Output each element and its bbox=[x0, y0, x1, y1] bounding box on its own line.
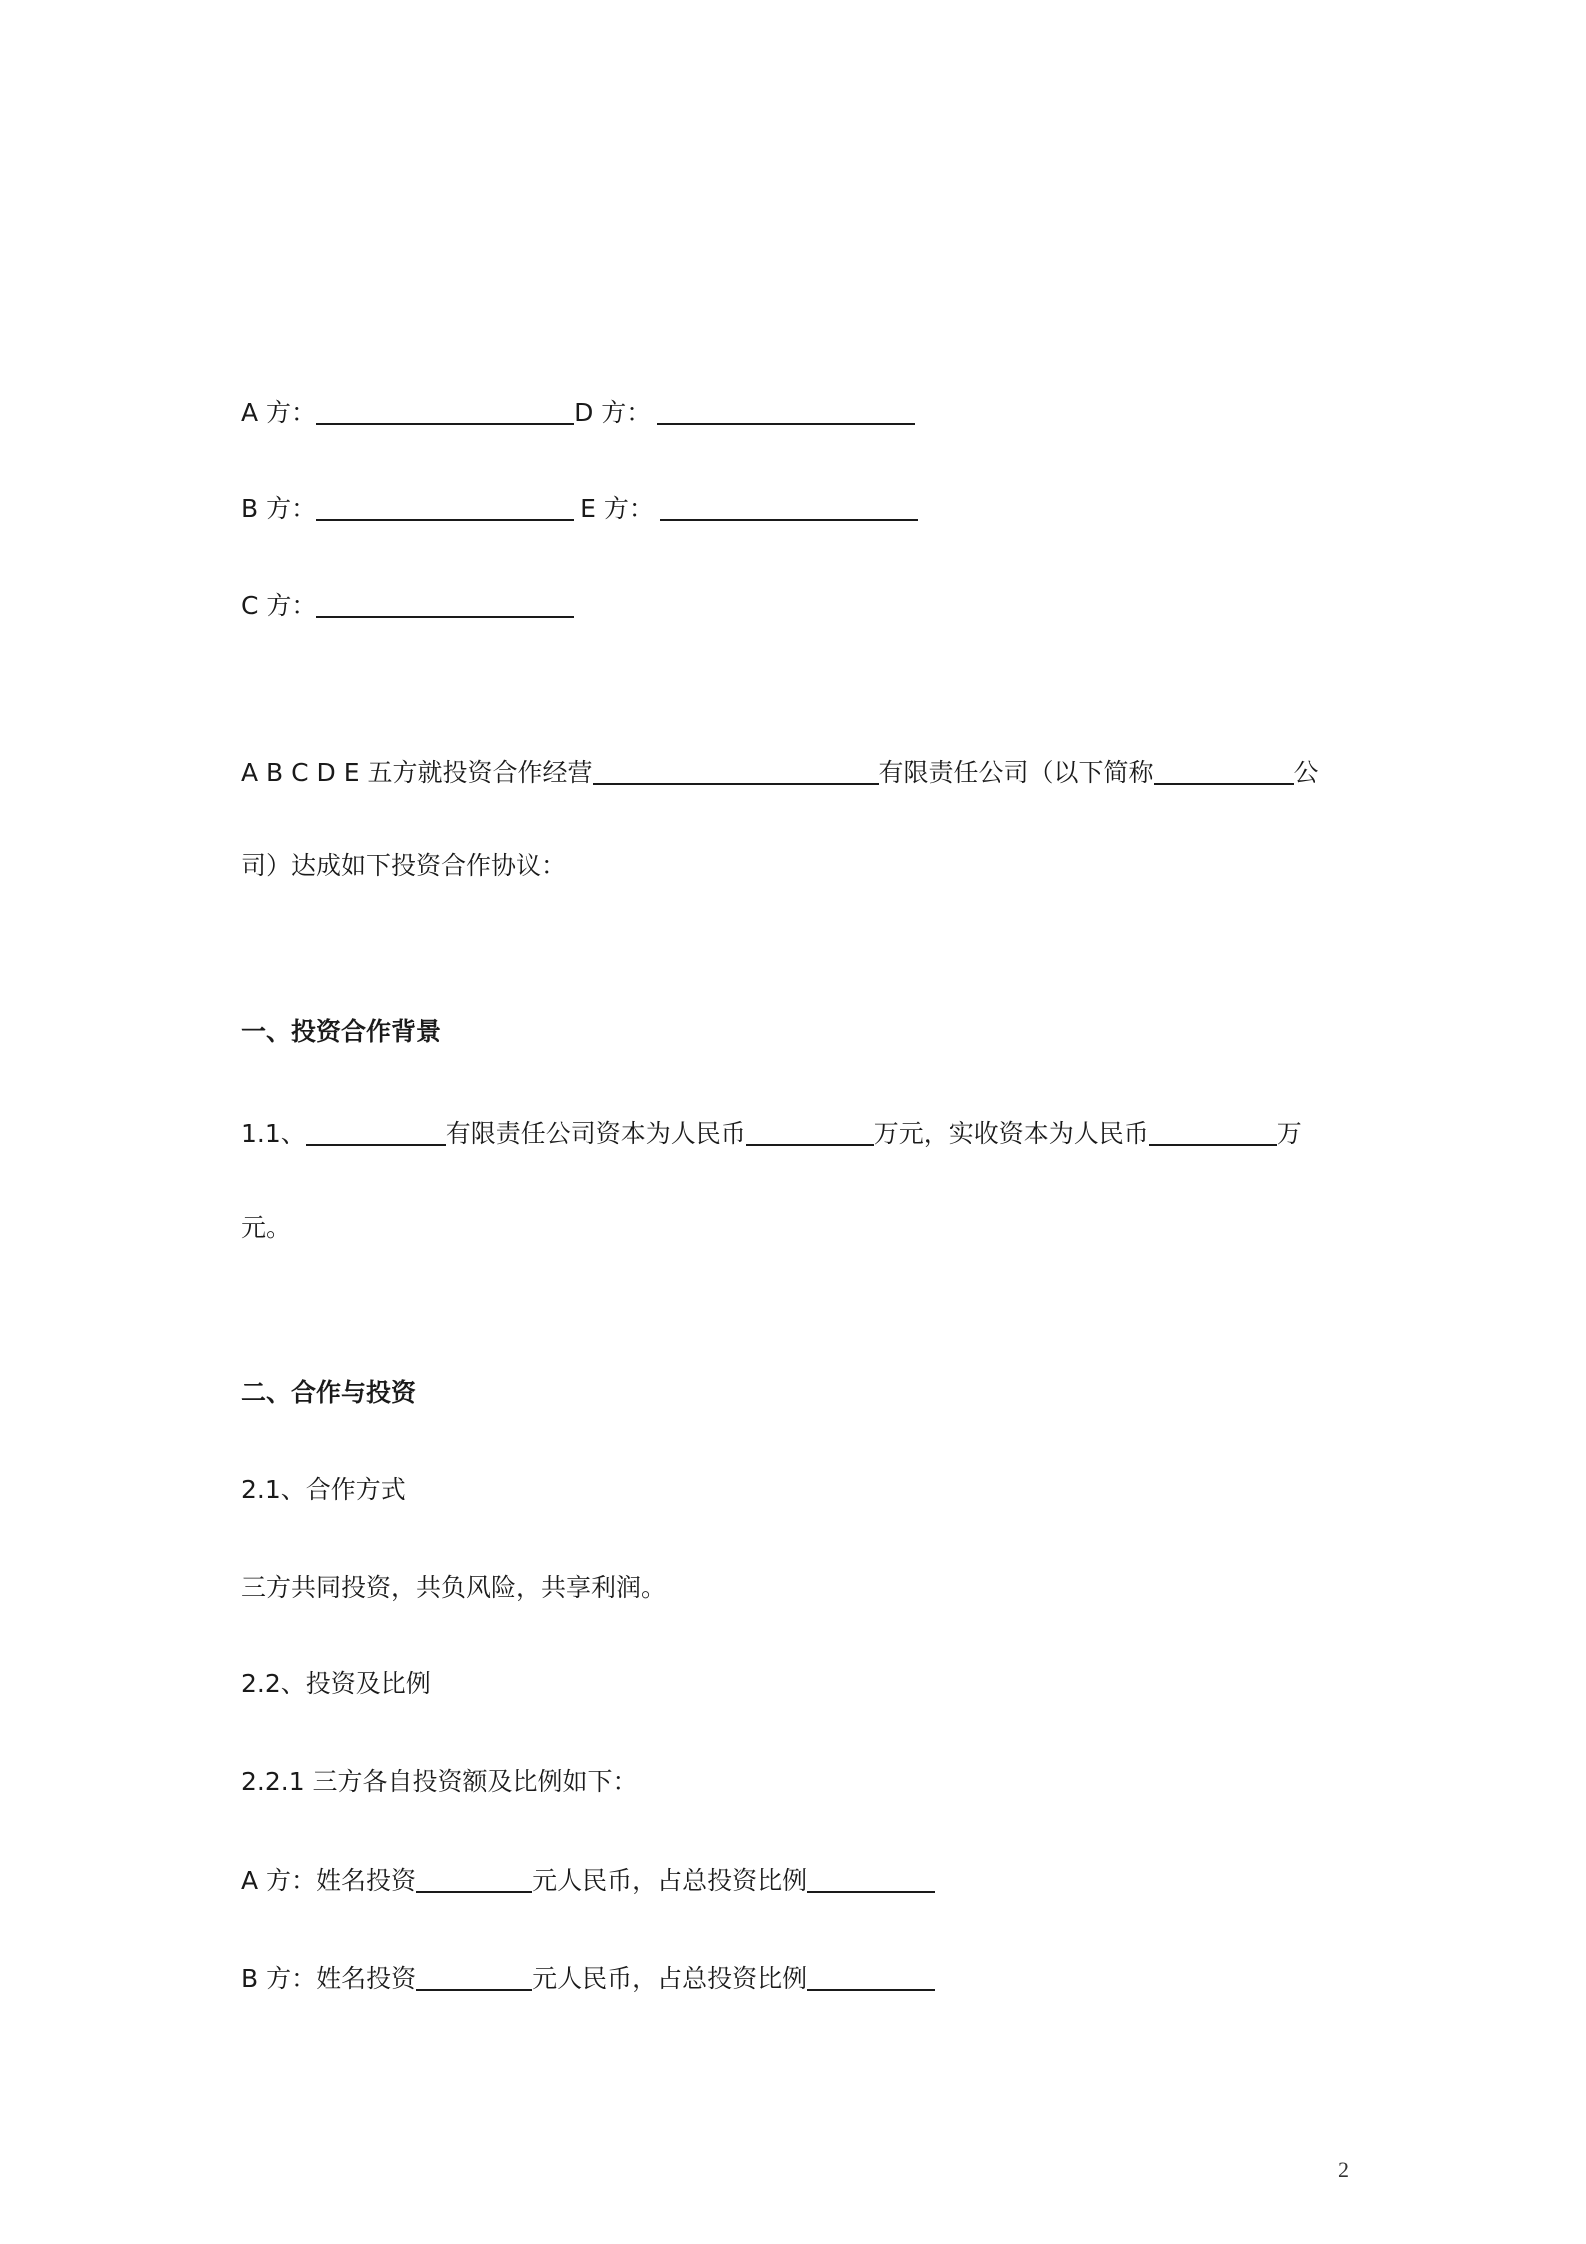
company-blank-2[interactable] bbox=[306, 1120, 446, 1146]
clause-2-1-heading: 2.1、合作方式 bbox=[241, 1475, 406, 1504]
party-d-label: D 方： bbox=[574, 398, 652, 427]
party-e-label: E 方： bbox=[580, 494, 654, 523]
clause-1-1-number: 1.1、 bbox=[241, 1119, 306, 1148]
section-1-heading: 一、投资合作背景 bbox=[241, 1017, 442, 1046]
investment-a-amount-blank[interactable] bbox=[416, 1867, 532, 1893]
intro-text-4: 司）达成如下投资合作协议： bbox=[241, 851, 567, 880]
investment-row-b-mid: 元人民币，占总投资比例 bbox=[532, 1964, 808, 1993]
investment-row-a bbox=[241, 1864, 935, 1898]
party-row-b-e bbox=[241, 492, 918, 526]
party-a-label: A 方： bbox=[241, 398, 317, 427]
clause-2-2-1-heading: 2.2.1 三方各自投资额及比例如下： bbox=[241, 1767, 638, 1796]
clause-1-1-text-2: 万元，实收资本为人民币 bbox=[873, 1119, 1149, 1148]
intro-text-2: 有限责任公司（以下简称 bbox=[878, 758, 1154, 787]
clause-1-1-text-1: 有限责任公司资本为人民币 bbox=[445, 1119, 746, 1148]
investment-a-ratio-blank[interactable] bbox=[807, 1867, 935, 1893]
registered-capital-blank[interactable] bbox=[746, 1120, 874, 1146]
party-c-label: C 方： bbox=[241, 591, 317, 620]
investment-row-a-label: A 方：姓名投资 bbox=[241, 1866, 417, 1895]
clause-1-1-text-4: 元。 bbox=[241, 1213, 292, 1242]
company-name-blank[interactable] bbox=[593, 759, 879, 785]
party-e-blank[interactable] bbox=[660, 495, 918, 521]
party-row-a-d bbox=[241, 396, 915, 430]
investment-b-ratio-blank[interactable] bbox=[807, 1965, 935, 1991]
investment-row-a-mid: 元人民币，占总投资比例 bbox=[532, 1866, 808, 1895]
party-b-blank[interactable] bbox=[316, 495, 574, 521]
page-number: 2 bbox=[1338, 2157, 1349, 2182]
company-abbr-blank[interactable] bbox=[1154, 759, 1294, 785]
investment-row-b-label: B 方：姓名投资 bbox=[241, 1964, 417, 1993]
intro-line-1 bbox=[241, 756, 1319, 790]
clause-1-1-line-2 bbox=[241, 1211, 291, 1245]
investment-row-b bbox=[241, 1962, 935, 1996]
party-d-blank[interactable] bbox=[657, 399, 915, 425]
paid-capital-blank[interactable] bbox=[1149, 1120, 1277, 1146]
clause-2-1-text: 三方共同投资，共负风险，共享利润。 bbox=[241, 1573, 667, 1602]
party-row-c bbox=[241, 589, 574, 623]
clause-2-2-heading: 2.2、投资及比例 bbox=[241, 1669, 431, 1698]
section-2-heading: 二、合作与投资 bbox=[241, 1378, 417, 1407]
party-c-blank[interactable] bbox=[316, 592, 574, 618]
party-a-blank[interactable] bbox=[316, 399, 574, 425]
clause-1-1-line-1 bbox=[241, 1117, 1302, 1151]
party-b-label: B 方： bbox=[241, 494, 317, 523]
clause-1-1-text-3: 万 bbox=[1276, 1119, 1302, 1148]
intro-text-1: A B C D E 五方就投资合作经营 bbox=[241, 758, 593, 787]
intro-line-2 bbox=[241, 849, 566, 883]
intro-text-3: 公 bbox=[1293, 758, 1319, 787]
investment-b-amount-blank[interactable] bbox=[416, 1965, 532, 1991]
